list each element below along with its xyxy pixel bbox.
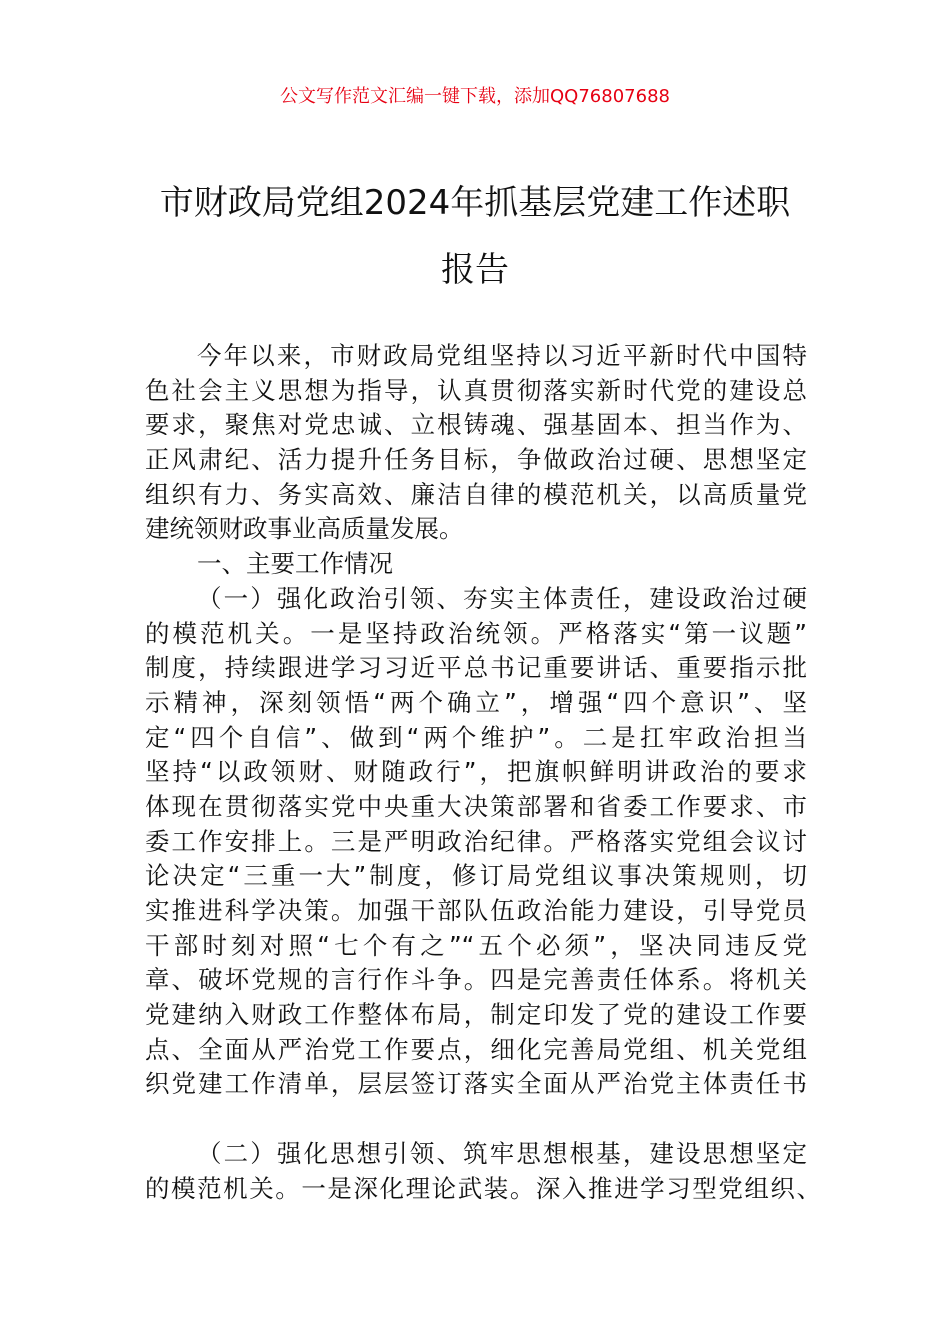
paragraph-intro [145, 339, 807, 547]
text-line: 制度，持续跟进学习习近平总书记重要讲话、重要指示批 [145, 653, 807, 683]
text-line: （一）强化政治引领、夯实主体责任，建设政治过硬 [197, 583, 807, 613]
text-line: 正风肃纪、活力提升任务目标，争做政治过硬、思想坚定 [145, 445, 807, 475]
text-line: 实推进科学决策。加强干部队伍政治能力建设，引导党员 [145, 896, 807, 925]
text-line: 干部时刻对照“七个有之”“五个必须”，坚决同违反党 [145, 930, 807, 960]
text-line: 委工作安排上。三是严明政治纪律。严格落实党组会议讨 [145, 826, 807, 856]
paragraph-section-2 [145, 1137, 821, 1206]
text-line: 定“四个自信”、做到“两个维护”。二是扛牢政治担当 [145, 722, 807, 752]
text-line: 色社会主义思想为指导，认真贯彻落实新时代党的建设总 [145, 375, 807, 405]
text-line: 论决定“三重一大”制度，修订局党组议事决策规则，切 [145, 861, 807, 891]
text-line: 坚持“以政领财、财随政行”，把旗帜鲜明讲政治的要求 [145, 757, 807, 787]
text-line: 建统领财政事业高质量发展。 [145, 514, 464, 544]
document-title-line-2: 报告 [441, 250, 509, 290]
text-line: （二）强化思想引领、筑牢思想根基，建设思想坚定 [197, 1139, 807, 1169]
document-body [145, 339, 821, 1207]
section-heading: 一、主要工作情况 [197, 549, 393, 579]
text-line: 示精神，深刻领悟“两个确立”，增强“四个意识”、坚 [145, 687, 807, 717]
text-line: 点、全面从严治党工作要点，细化完善局党组、机关党组 [145, 1034, 807, 1064]
text-line: 党建纳入财政工作整体布局，制定印发了党的建设工作要 [145, 1000, 807, 1030]
paragraph-section-1 [145, 582, 807, 1102]
text-line: 体现在贯彻落实党中央重大决策部署和省委工作要求、市 [145, 791, 807, 821]
text-line: 的模范机关。一是坚持政治统领。严格落实“第一议题” [145, 618, 807, 648]
text-line: 组织有力、务实高效、廉洁自律的模范机关，以高质量党 [145, 479, 807, 509]
document-title-line-1: 市财政局党组2024年抓基层党建工作述职 [159, 183, 791, 223]
header-note: 公文写作范文汇编一键下载，添加QQ76807688 [280, 86, 670, 107]
text-line: 的模范机关。一是深化理论武装。深入推进学习型党组织、 [145, 1173, 821, 1203]
text-line: 织党建工作清单，层层签订落实全面从严治党主体责任书 [145, 1069, 807, 1099]
text-line: 今年以来，市财政局党组坚持以习近平新时代中国特 [197, 341, 807, 370]
text-line: 要求，聚焦对党忠诚、立根铸魂、强基固本、担当作为、 [145, 410, 807, 440]
text-line: 章、破坏党规的言行作斗争。四是完善责任体系。将机关 [145, 965, 807, 995]
